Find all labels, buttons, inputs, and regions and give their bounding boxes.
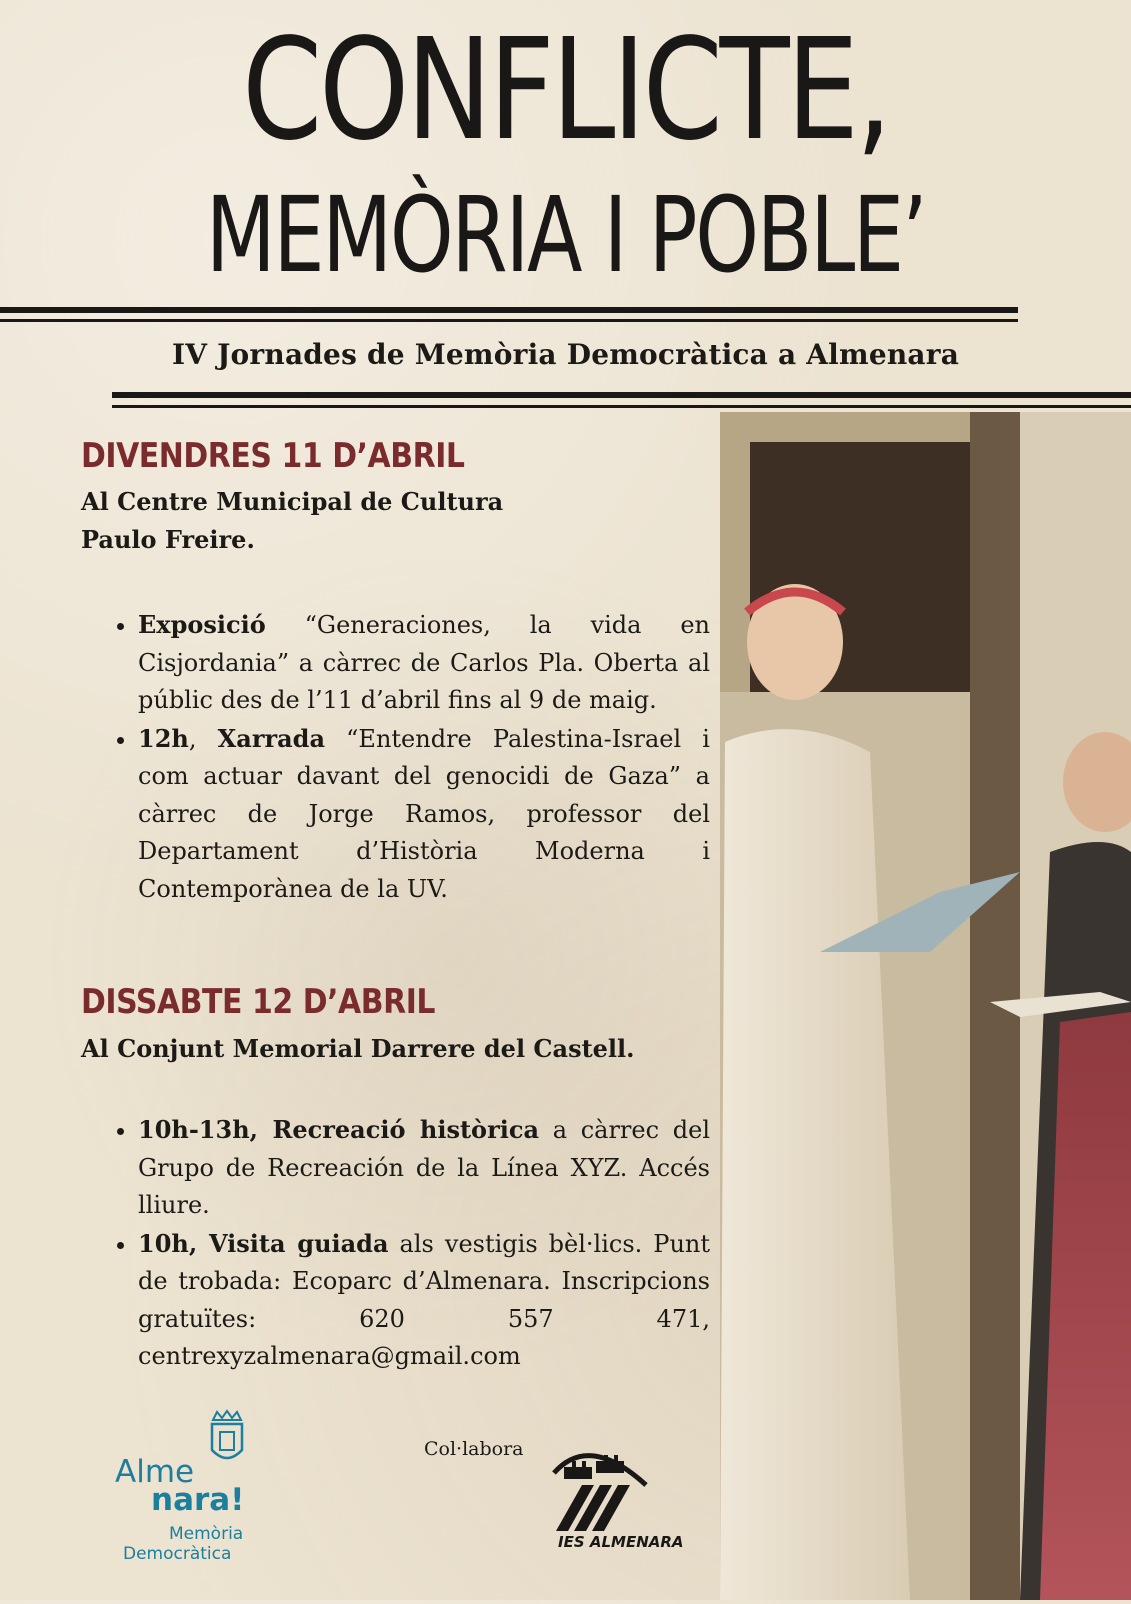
poster-title-line2: MEMÒRIA I POBLE’ [205, 174, 926, 296]
subtitle: IV Jornades de Memòria Democràtica a Almenara [171, 338, 960, 371]
day2-event-guided-visit [138, 1225, 710, 1376]
collaborates-label: Col·labora [424, 1438, 524, 1460]
event-text: “Entendre Palestina-Israel i com actuar davant del genocidi de Gaza” a càrrec de Jorge Ramos, professor del Departament d’Història Moderna i Contemporànea de la UV. [138, 724, 710, 903]
day1-venue [81, 483, 681, 559]
day1-event-exhibition [138, 606, 710, 720]
day2-event-list [110, 1111, 710, 1376]
day2-heading: DISSABTE 12 D’ABRIL [81, 982, 436, 1022]
divider-bottom-thin [112, 405, 1131, 408]
event-lead: Exposició [138, 610, 266, 639]
event-text: “Generaciones, la vida en Cisjordania” a càrrec de Carlos Pla. Oberta al públic des de l’11 d’abril fins al 9 de maig. [138, 611, 710, 714]
event-time: 12h [138, 723, 189, 753]
event-text: als vestigis bèl·lics. Punt de trobada: Ecoparc d’Almenara. Inscripcions gratuïtes: 620 557 471, centrexyzalmenara@gmail.com [138, 1229, 711, 1370]
crown-shield-icon [207, 1410, 247, 1470]
school-name: IES ALMENARA [558, 1533, 684, 1551]
day1-heading: DIVENDRES 11 D’ABRIL [81, 436, 465, 476]
event-text: a càrrec del Grupo de Recreación de la Línea XYZ. Accés lliure. [138, 1116, 710, 1219]
event-lead: Xarrada [217, 723, 325, 753]
logo-word1: Alme [115, 1454, 195, 1490]
divider-top-thick [0, 307, 1018, 313]
logo-sub1: Memòria [169, 1524, 244, 1544]
event-lead: 10h, Visita guiada [138, 1228, 389, 1258]
day1-venue-line2: Paulo Freire. [81, 525, 255, 554]
logo-word2: nara! [151, 1482, 245, 1518]
event-lead: 10h-13h, Recreació històrica [138, 1115, 539, 1144]
photo-illustration [720, 412, 1131, 1600]
divider-top-thin [0, 319, 1018, 322]
day1-event-list [110, 606, 710, 908]
day1-venue-line1: Al Centre Municipal de Cultura [81, 487, 504, 516]
logo-sub2: Democràtica [123, 1544, 232, 1564]
divider-bottom-thick [112, 392, 1131, 398]
day2-venue: Al Conjunt Memorial Darrere del Castell. [81, 1034, 635, 1063]
day1-event-talk [138, 720, 710, 909]
day2-event-reenactment [138, 1111, 710, 1225]
event-sep: , [188, 724, 218, 753]
poster-title-line1: CONFLICTE, [242, 9, 889, 172]
school-logo [534, 1443, 684, 1553]
event-photo [720, 412, 1131, 1600]
